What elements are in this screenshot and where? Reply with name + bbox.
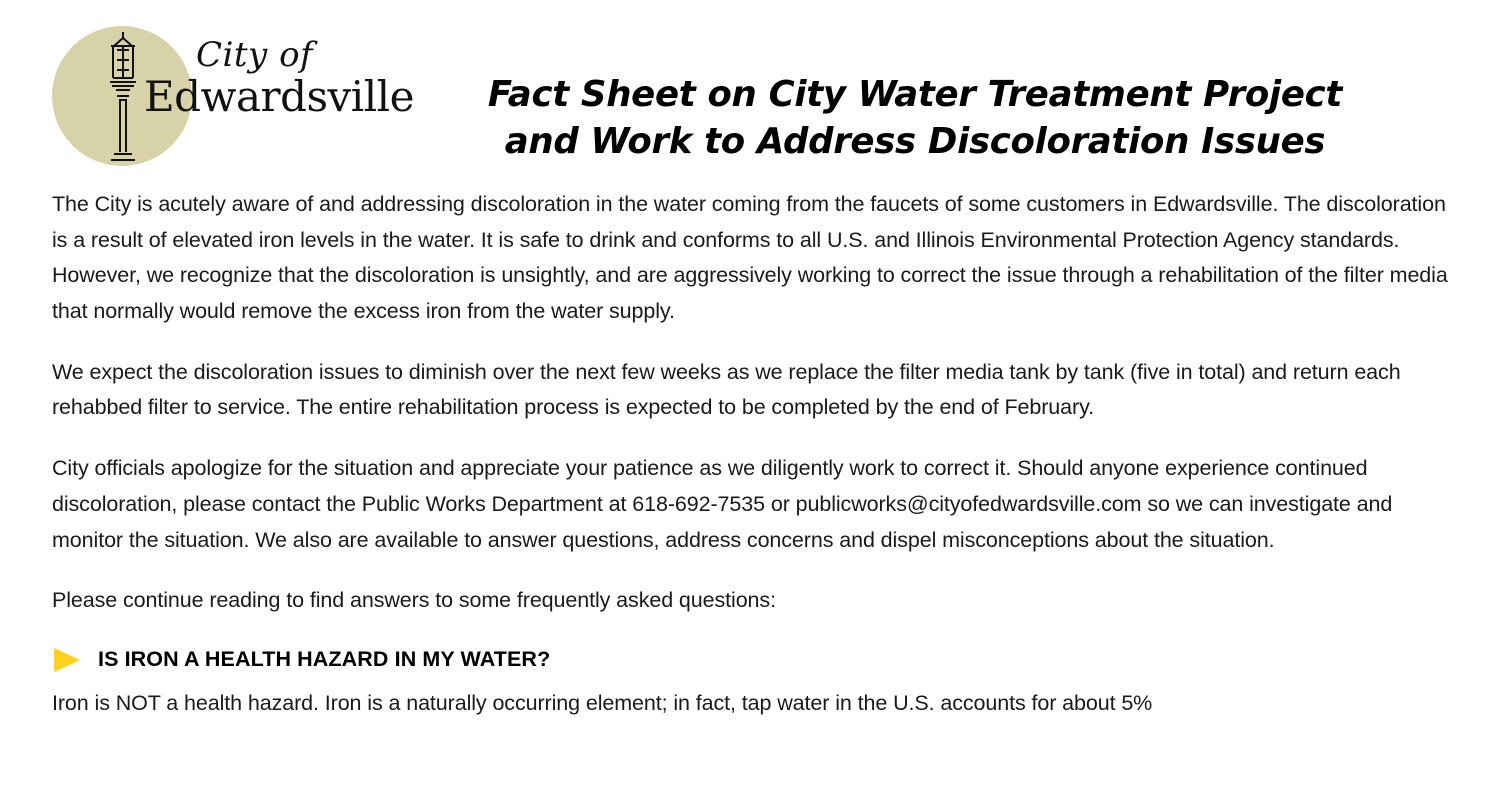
paragraph: The City is acutely aware of and addressing discoloration in the water coming from the faucets of some customers in Edwardsville. The discoloration is a result of elevated iron levels in the water. It is safe to drink and conforms to all U.S. and Illinois Environmental Protection Agency standards. However, we recognize that the discoloration is unsightly, and are aggressively working to correct the issue through a rehabilitation of the filter media that normally would remove the excess iron from the water supply. [52, 192, 1448, 324]
page-title-line-1: Fact Sheet on City Water Treatment Project [487, 73, 1343, 115]
document-header [52, 0, 1448, 175]
page-title-line-2: and Work to Address Discoloration Issues [504, 120, 1326, 162]
street-lamp-icon [100, 30, 146, 162]
paragraph: We expect the discoloration issues to diminish over the next few weeks as we replace the filter media tank by tank (five in total) and return each rehabbed filter to service. The entire rehabilitation process is expected to be completed by the end of February. [52, 359, 1401, 420]
city-logo [52, 18, 414, 163]
faq-question-row [52, 646, 1448, 674]
paragraph: City officials apologize for the situation and appreciate your patience as we diligently work to correct it. Should anyone experience continued discoloration, please contact the Public Works Department at 618-692-7535 or publicworks@cityofedwardsville.com so we can investigate and monitor the situation. We also are available to answer questions, address concerns and dispel misconceptions about the situation. [52, 456, 1393, 552]
document-body [52, 187, 1448, 721]
faq-question-text: IS IRON A HEALTH HAZARD IN MY WATER? [98, 647, 551, 672]
logo-city-name: Edwardsville [144, 72, 414, 121]
faq-lead-in: Please continue reading to find answers to some frequently asked questions: [52, 588, 776, 613]
logo-city-word: City of [196, 35, 314, 75]
logo-wordmark [144, 35, 414, 121]
triangle-right-icon [52, 646, 98, 674]
page-title [382, 72, 1448, 166]
faq-answer-text: Iron is NOT a health hazard. Iron is a naturally occurring element; in fact, tap water in the U.S. accounts for about 5% [52, 690, 1153, 715]
